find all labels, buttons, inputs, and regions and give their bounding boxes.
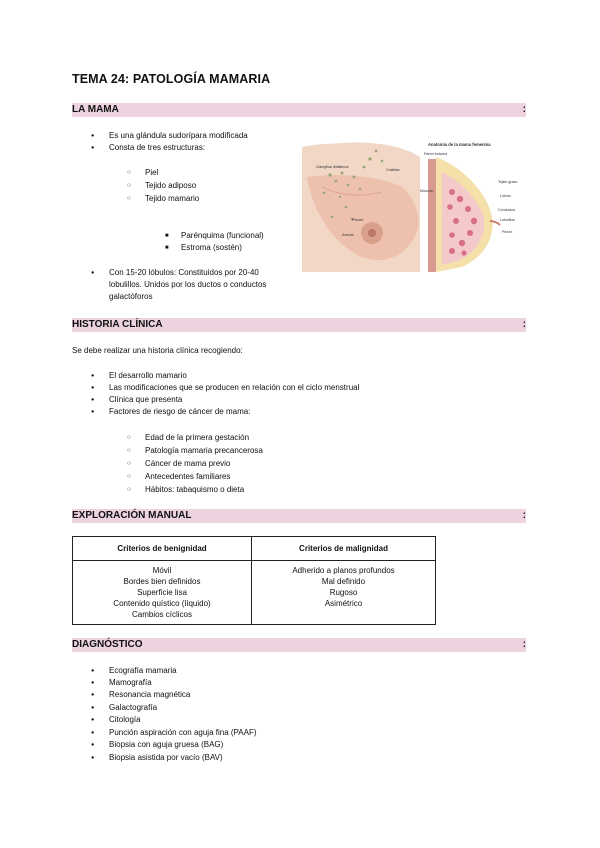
list-item: ● Biopsia con aguja gruesa (BAG) [109,739,223,751]
section-title: LA MAMA [72,104,119,115]
list-item: ● El desarrollo mamario [109,370,187,382]
label-pezon: Pezón [352,217,364,222]
list-item: Superficie lisa [137,588,187,597]
section-title: EXPLORACIÓN MANUAL [72,510,192,521]
list-item: Adherido a planos profundos [292,566,395,575]
list-item: ● Clínica que presenta [109,394,182,406]
list-item: ● Biopsia asistida por vacío (BAV) [109,752,223,764]
list-item: ● Es una glándula sudorípara modificada [109,130,248,142]
page-title: TEMA 24: PATOLOGÍA MAMARIA [72,72,271,86]
lobulos-line-3: galactóforos [109,292,153,301]
list-item: ● Factores de riesgo de cáncer de mama: [109,406,250,418]
list-item: ○ Cáncer de mama previo [145,458,230,470]
list-item: ● Punción aspiración con aguja fina (PAAF) [109,727,257,739]
list-item: ○ Antecedentes familiares [145,471,230,483]
list-item: ○ Tejido adiposo [145,180,196,192]
list-item: ○ Tejido mamario [145,193,199,205]
list-item: Mal definido [321,577,366,586]
label-tejido: Tejido graso [498,180,518,184]
section-header-la-mama [72,103,526,117]
list-item: ■ Estroma (sostén) [181,242,242,254]
label-conductos: Conductos [498,208,516,212]
section-colon: : [522,319,526,330]
section-colon: : [522,104,526,115]
list-item: ○ Edad de la primera gestación [145,432,249,444]
list-item: Móvil [152,566,172,575]
section-header-historia-clinica [72,318,526,332]
list-item: ○ Piel [145,167,158,179]
col-header-malignidad: Criterios de malignidad [252,537,436,561]
benignidad-cell [73,561,252,625]
lobulos-line-1 [109,267,292,279]
col-header-benignidad: Criterios de benignidad [73,537,252,561]
section-header-diagnostico [72,638,526,652]
list-item: ○ Hábitos: tabaquismo o dieta [145,484,244,496]
list-item: Bordes bien definidos [123,577,201,586]
label-lobulillos: Lobulillos [500,218,515,222]
list-item: ● Resonancia magnética [109,689,190,701]
list-item: ● Las modificaciones que se producen en relación con el ciclo menstrual [109,382,359,394]
section-title: DIAGNÓSTICO [72,639,143,650]
lobulos-line-2: lobulillos. Unidos por los ductos o conductos [109,280,267,289]
criteria-table [72,536,436,625]
list-item: ● Consta de tres estructuras: [109,142,205,154]
list-item: ■ Parénquima (funcional) [181,230,264,242]
historia-intro: Se debe realizar una historia clínica recogiendo: [72,346,243,355]
section-colon: : [522,639,526,650]
list-item: Contenido quístico (líquido) [113,599,211,608]
list-item: Rugoso [329,588,358,597]
list-item: ○ Patología mamaria precancerosa [145,445,263,457]
table-row [73,561,436,625]
label-costillas: Costillas [386,168,400,172]
label-ganglios: Ganglios linfáticos [316,164,349,169]
list-item: ● Ecografía mamaria [109,665,177,677]
label-lobulo: Lóbulo [500,194,511,198]
section-header-exploracion-manual [72,509,526,523]
label-pared: Pared torácica [424,152,448,156]
list-item: Asimétrico [324,599,363,608]
malignidad-cell [252,561,436,625]
figure-title: Anatomía de la mama femenina [428,142,491,147]
lobulos-text: ● Con 15-20 lóbulos: Constituidos por 20-40 [109,268,259,277]
list-item [109,267,292,303]
label-musculo: Músculo [420,189,434,193]
list-item: ● Mamografía [109,677,152,689]
breast-anatomy-illustration [302,137,528,272]
section-colon: : [522,510,526,521]
table-header-row [73,537,436,561]
list-item: ● Citología [109,714,141,726]
list-item: Cambios cíclicos [131,610,192,619]
label-pezon-2: Pezón [502,230,513,234]
section-title: HISTORIA CLÍNICA [72,319,163,330]
list-item: ● Galactografía [109,702,157,714]
label-areola: Areola [342,232,354,237]
